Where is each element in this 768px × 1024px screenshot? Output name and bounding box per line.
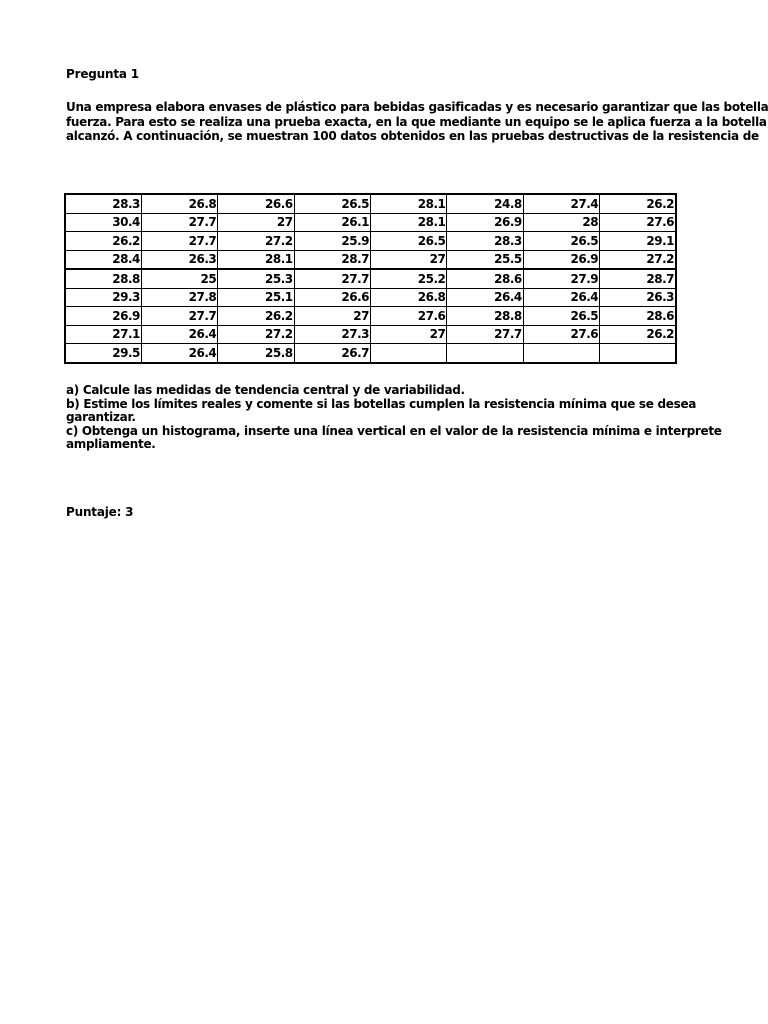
table-cell: 26.2	[600, 194, 676, 213]
table-row	[65, 269, 676, 288]
table-cell: 28.8	[447, 307, 523, 326]
table-cell: 26.5	[523, 307, 599, 326]
table-row	[65, 194, 676, 213]
table-cell	[447, 344, 523, 363]
table-cell: 26.6	[294, 288, 370, 307]
table-cell: 26.2	[600, 325, 676, 344]
intro-paragraph	[66, 100, 768, 144]
table-row	[65, 307, 676, 326]
table-cell: 26.4	[141, 344, 217, 363]
table-cell: 26.4	[447, 288, 523, 307]
table-cell: 27.8	[141, 288, 217, 307]
table-cell: 26.6	[218, 194, 294, 213]
table-cell: 27.6	[523, 325, 599, 344]
table-cell: 28	[523, 213, 599, 232]
table-cell: 25	[141, 269, 217, 288]
table-cell: 25.3	[218, 269, 294, 288]
table-cell: 26.4	[523, 288, 599, 307]
table-cell: 25.1	[218, 288, 294, 307]
table-row	[65, 250, 676, 269]
table-cell: 27	[371, 250, 447, 269]
table-cell: 28.1	[371, 194, 447, 213]
table-cell: 27.9	[523, 269, 599, 288]
table-cell: 27.7	[141, 307, 217, 326]
table-cell: 27.6	[600, 213, 676, 232]
data-table	[64, 193, 677, 364]
table-cell: 26.9	[523, 250, 599, 269]
table-cell: 27.1	[65, 325, 141, 344]
table-cell: 30.4	[65, 213, 141, 232]
table-cell: 26.2	[65, 232, 141, 251]
table-cell: 28.1	[371, 213, 447, 232]
table-cell	[600, 344, 676, 363]
table-cell: 26.5	[294, 194, 370, 213]
question-item: a) Calcule las medidas de tendencia central y de variabilidad.	[66, 383, 465, 397]
table-cell: 26.8	[371, 288, 447, 307]
intro-line: alcanzó. A continuación, se muestran 100 datos obtenidos en las pruebas destructivas de la resistencia de	[66, 129, 759, 143]
question-item: garantizar.	[66, 410, 136, 425]
score-label: Puntaje: 3	[66, 505, 134, 519]
question-item: ampliamente.	[66, 437, 156, 452]
table-cell: 27.2	[218, 325, 294, 344]
data-table-body	[65, 194, 676, 363]
table-cell: 27	[218, 213, 294, 232]
table-cell: 27.7	[447, 325, 523, 344]
question-item: c) Obtenga un histograma, inserte una línea vertical en el valor de la resistencia mínima e interprete	[66, 423, 722, 438]
table-cell: 27.4	[523, 194, 599, 213]
table-row	[65, 213, 676, 232]
table-cell: 27.3	[294, 325, 370, 344]
table-cell: 27	[371, 325, 447, 344]
table-cell: 27	[294, 307, 370, 326]
table-cell: 28.6	[600, 307, 676, 326]
intro-line: fuerza. Para esto se realiza una prueba exacta, en la que mediante un equipo se le aplica fuerza a la botella	[66, 114, 767, 129]
table-row	[65, 325, 676, 344]
table-cell: 28.8	[65, 269, 141, 288]
table-cell: 25.2	[371, 269, 447, 288]
table-cell: 29.1	[600, 232, 676, 251]
table-cell: 27.7	[141, 232, 217, 251]
table-cell: 25.8	[218, 344, 294, 363]
table-cell: 27.2	[600, 250, 676, 269]
table-cell: 28.6	[447, 269, 523, 288]
table-cell: 28.3	[65, 194, 141, 213]
table-cell: 25.9	[294, 232, 370, 251]
table-cell: 27.2	[218, 232, 294, 251]
table-row	[65, 232, 676, 251]
table-row	[65, 344, 676, 363]
table-cell	[371, 344, 447, 363]
table-cell: 26.5	[371, 232, 447, 251]
table-cell: 27.6	[371, 307, 447, 326]
table-cell: 27.7	[141, 213, 217, 232]
table-cell: 26.9	[447, 213, 523, 232]
table-cell: 26.7	[294, 344, 370, 363]
table-cell: 26.3	[600, 288, 676, 307]
table-cell: 25.5	[447, 250, 523, 269]
question-title: Pregunta 1	[66, 67, 139, 81]
table-cell: 28.4	[65, 250, 141, 269]
table-cell: 26.1	[294, 213, 370, 232]
table-cell: 27.7	[294, 269, 370, 288]
table-cell: 28.3	[447, 232, 523, 251]
question-item: b) Estime los límites reales y comente si las botellas cumplen la resistencia mínima que se desea	[66, 396, 697, 411]
table-cell: 26.8	[141, 194, 217, 213]
table-cell: 28.7	[600, 269, 676, 288]
table-cell: 29.5	[65, 344, 141, 363]
table-cell: 24.8	[447, 194, 523, 213]
table-cell: 26.5	[523, 232, 599, 251]
intro-line: Una empresa elabora envases de plástico para bebidas gasificadas y es necesario garantizar que las botella	[66, 100, 768, 114]
table-cell: 26.3	[141, 250, 217, 269]
table-cell: 26.9	[65, 307, 141, 326]
table-cell: 26.2	[218, 307, 294, 326]
table-cell: 26.4	[141, 325, 217, 344]
table-cell	[523, 344, 599, 363]
table-cell: 28.1	[218, 250, 294, 269]
table-row	[65, 288, 676, 307]
table-cell: 28.7	[294, 250, 370, 269]
table-cell: 29.3	[65, 288, 141, 307]
questions-list	[66, 383, 722, 452]
